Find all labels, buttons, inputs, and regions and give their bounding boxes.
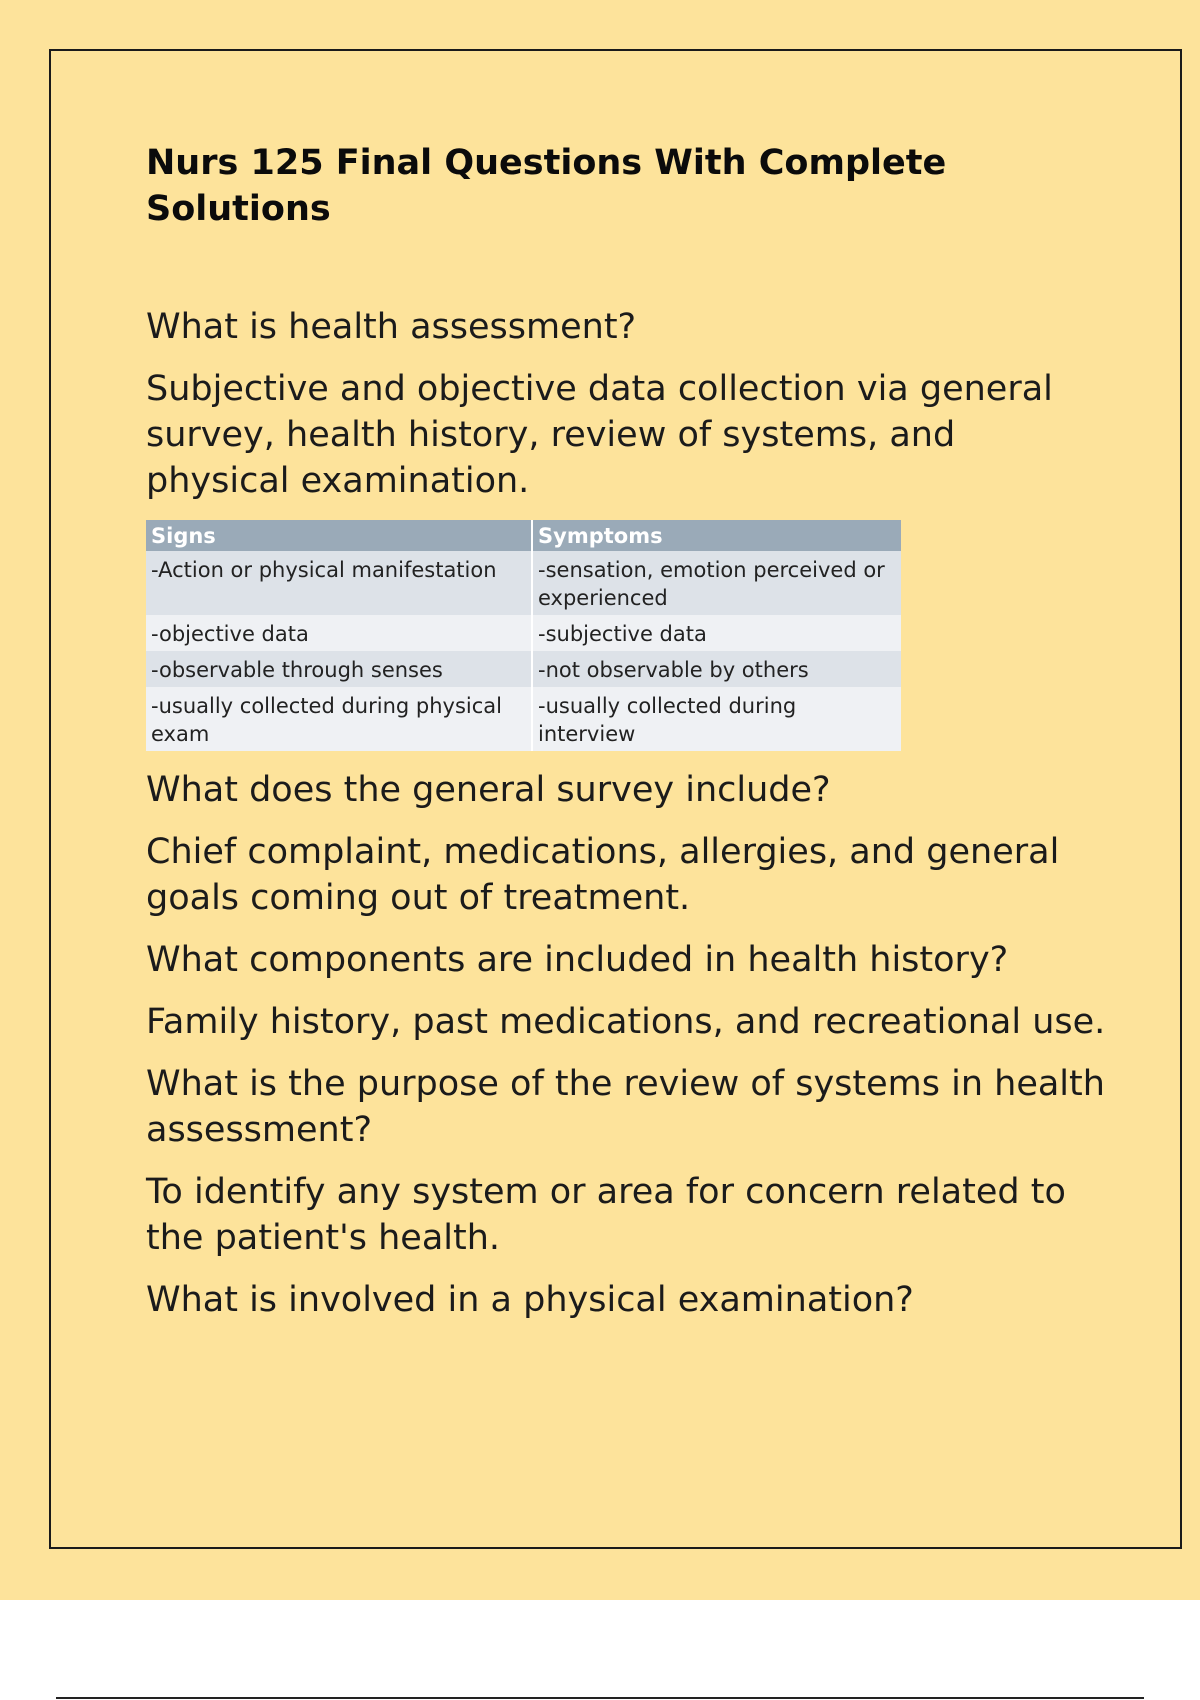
table-row bbox=[146, 551, 901, 615]
question-paragraph: What components are included in health history? bbox=[146, 940, 1009, 980]
qa-section bbox=[146, 304, 1106, 1323]
document-body bbox=[146, 140, 1106, 1323]
table-header-signs: Signs bbox=[146, 520, 532, 551]
table-cell-symptom: -not observable by others bbox=[532, 651, 901, 687]
table-cell-sign: -usually collected during physical exam bbox=[146, 687, 532, 751]
table-header-symptoms: Symptoms bbox=[532, 520, 901, 551]
table-row bbox=[146, 651, 901, 687]
table-cell-symptom: -usually collected during interview bbox=[532, 687, 901, 751]
answer-paragraph: Family history, past medications, and recreational use. bbox=[146, 1002, 1106, 1042]
table-cell-sign: -objective data bbox=[146, 615, 532, 651]
signs-symptoms-table bbox=[146, 520, 901, 751]
table-cell-symptom: -subjective data bbox=[532, 615, 901, 651]
answer-paragraph: To identify any system or area for concern related to the patient's health. bbox=[146, 1172, 1066, 1258]
table-cell-sign: -Action or physical manifestation bbox=[146, 551, 532, 615]
table-cell-symptom: -sensation, emotion perceived or experienced bbox=[532, 551, 901, 615]
question-paragraph: What is health assessment? bbox=[146, 307, 637, 347]
question-paragraph: What does the general survey include? bbox=[146, 770, 831, 810]
document-title: Nurs 125 Final Questions With Complete Solutions bbox=[146, 143, 947, 229]
table-cell-sign: -observable through senses bbox=[146, 651, 532, 687]
question-paragraph: What is involved in a physical examination? bbox=[146, 1280, 914, 1320]
table-header-row bbox=[146, 520, 901, 551]
table-row bbox=[146, 687, 901, 751]
table-row bbox=[146, 615, 901, 651]
signs-symptoms-table-image bbox=[146, 520, 901, 751]
answer-paragraph: Chief complaint, medications, allergies, and general goals coming out of treatment. bbox=[146, 832, 1060, 918]
answer-paragraph: Subjective and objective data collection via general survey, health history, review of systems, and physical examination. bbox=[146, 369, 1053, 501]
footer-divider bbox=[56, 1697, 1144, 1699]
question-paragraph: What is the purpose of the review of systems in health assessment? bbox=[146, 1064, 1105, 1150]
